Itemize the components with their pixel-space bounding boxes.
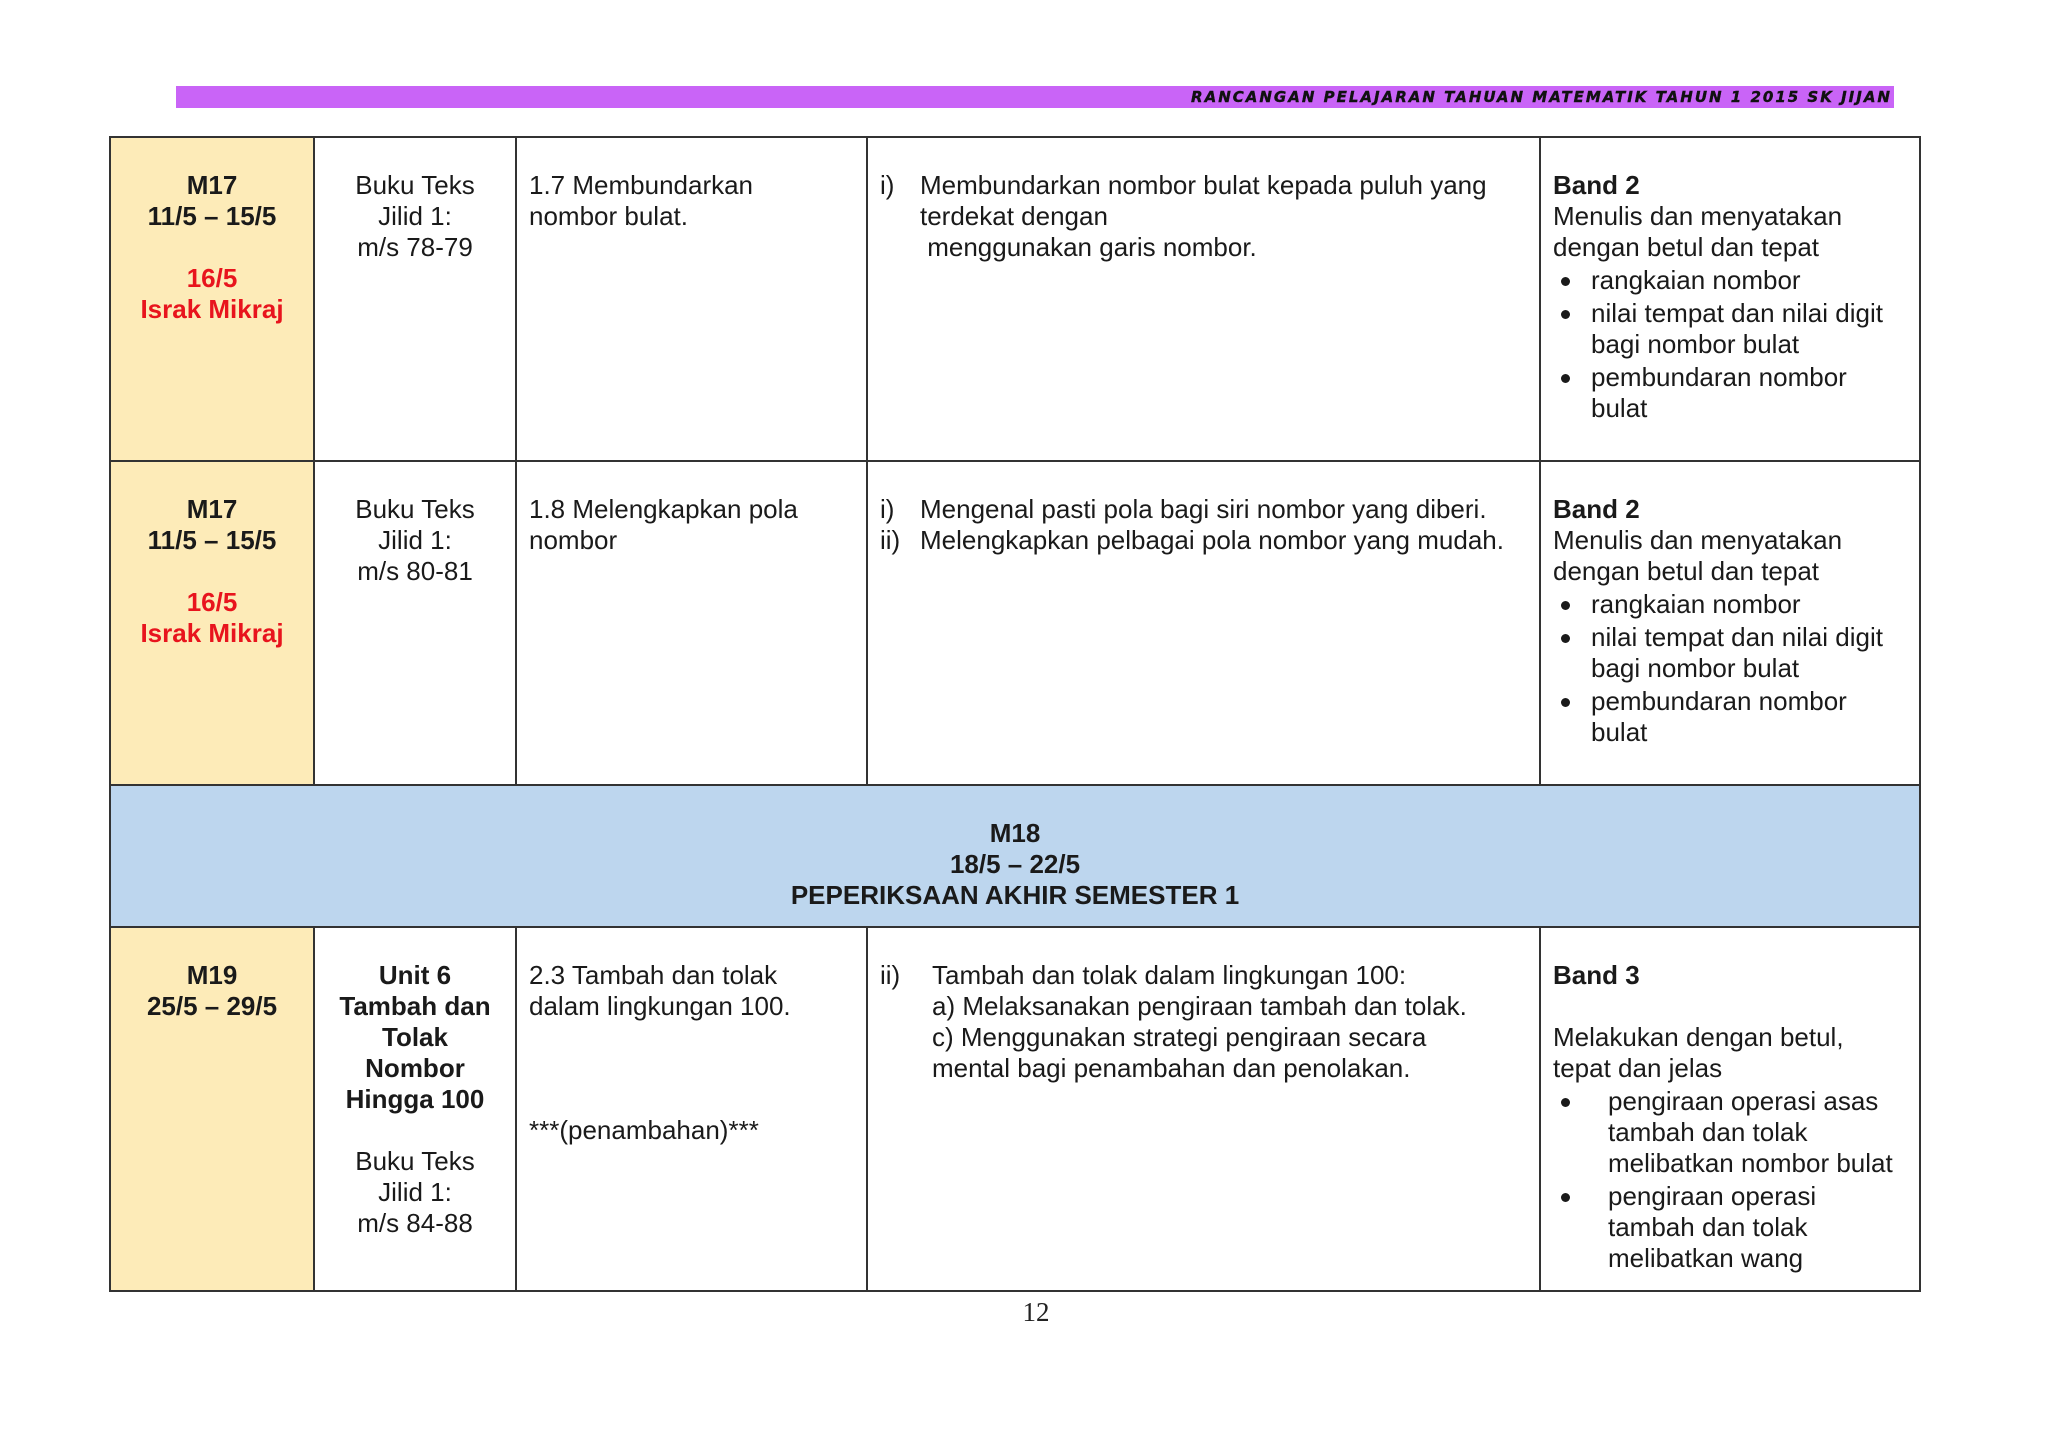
week-dates: 25/5 – 29/5 xyxy=(146,991,278,1021)
band-item: pengiraan operasi tambah dan tolak melibatkan wang xyxy=(1553,1181,1907,1274)
standard-cell xyxy=(516,137,867,461)
objective-number: ii) xyxy=(880,960,901,990)
resource-cell xyxy=(314,137,516,461)
standard-cell xyxy=(516,927,867,1291)
objective-line: c) Menggunakan strategi pengiraan secara xyxy=(932,1022,1427,1052)
resource-line: Buku Teks xyxy=(355,494,475,524)
resource-line: Jilid 1: xyxy=(378,525,452,555)
resource-cell xyxy=(314,461,516,785)
holiday-date: 16/5 xyxy=(186,587,238,617)
objective-line: terdekat dengan xyxy=(920,201,1108,231)
header-title: RANCANGAN PELAJARAN TAHUAN MATEMATIK TAHUN 1 2015 SK JIJAN xyxy=(1191,88,1892,106)
band-desc: tepat dan jelas xyxy=(1553,1053,1723,1083)
band-list xyxy=(1553,1086,1907,1274)
objective-item xyxy=(880,525,1527,556)
band-list xyxy=(1553,589,1907,748)
exam-title: PEPERIKSAAN AKHIR SEMESTER 1 xyxy=(790,880,1240,910)
exam-dates: 18/5 – 22/5 xyxy=(949,849,1081,879)
objective-cell xyxy=(867,927,1540,1291)
band-desc: dengan betul dan tepat xyxy=(1553,232,1820,262)
unit-line: Nombor xyxy=(365,1053,465,1083)
objective-line: Melengkapkan pelbagai pola nombor yang mudah. xyxy=(920,525,1504,555)
standard-line: nombor xyxy=(529,525,618,555)
band-item: nilai tempat dan nilai digit bagi nombor bulat xyxy=(1553,622,1907,684)
objective-line: Membundarkan nombor bulat kepada puluh yang xyxy=(920,170,1487,200)
objective-number: ii) xyxy=(880,525,901,555)
objective-line: menggunakan garis nombor. xyxy=(920,232,1257,262)
table-row xyxy=(110,137,1920,461)
band-cell xyxy=(1540,461,1920,785)
page-number: 12 xyxy=(1022,1297,1050,1327)
unit-line: Tambah dan xyxy=(339,991,491,1021)
band-item: pembundaran nombor bulat xyxy=(1553,686,1907,748)
resource-line: Buku Teks xyxy=(355,170,475,200)
resource-line: Jilid 1: xyxy=(378,201,452,231)
objective-line: Tambah dan tolak dalam lingkungan 100: xyxy=(932,960,1407,990)
holiday-name: Israk Mikraj xyxy=(140,294,284,324)
resource-line: m/s 80-81 xyxy=(357,556,473,586)
band-item: rangkaian nombor xyxy=(1553,589,1907,620)
objective-line: a) Melaksanakan pengiraan tambah dan tolak. xyxy=(932,991,1467,1021)
week-dates: 11/5 – 15/5 xyxy=(147,201,277,231)
band-title: Band 3 xyxy=(1553,960,1640,990)
exam-week: M18 xyxy=(989,818,1041,848)
exam-cell xyxy=(110,785,1920,927)
unit-line: Tolak xyxy=(382,1022,448,1052)
week-cell xyxy=(110,137,314,461)
unit-line: Hingga 100 xyxy=(345,1084,485,1114)
objective-number: i) xyxy=(880,494,895,524)
week-cell xyxy=(110,461,314,785)
header-bar xyxy=(176,86,1894,108)
lesson-plan-table xyxy=(109,136,1921,1292)
resource-line: Buku Teks xyxy=(355,1146,475,1176)
band-item: nilai tempat dan nilai digit bagi nombor bulat xyxy=(1553,298,1907,360)
objective-cell xyxy=(867,137,1540,461)
standard-line: 1.8 Melengkapkan pola xyxy=(529,494,798,524)
band-title: Band 2 xyxy=(1553,170,1640,200)
band-cell xyxy=(1540,927,1920,1291)
holiday-name: Israk Mikraj xyxy=(140,618,284,648)
band-desc: Melakukan dengan betul, xyxy=(1553,1022,1844,1052)
band-desc: Menulis dan menyatakan xyxy=(1553,201,1843,231)
resource-line: Jilid 1: xyxy=(378,1177,452,1207)
objective-item xyxy=(880,960,1527,1084)
unit-line: Unit 6 xyxy=(378,960,452,990)
resource-line: m/s 84-88 xyxy=(357,1208,473,1238)
objective-cell xyxy=(867,461,1540,785)
band-desc: Menulis dan menyatakan xyxy=(1553,525,1843,555)
week-label: M17 xyxy=(186,170,238,200)
table-row xyxy=(110,927,1920,1291)
standard-line: dalam lingkungan 100. xyxy=(529,991,791,1021)
standard-note: ***(penambahan)*** xyxy=(529,1115,759,1145)
objective-item xyxy=(880,494,1527,525)
standard-line: 1.7 Membundarkan xyxy=(529,170,754,200)
objective-line: Mengenal pasti pola bagi siri nombor yang diberi. xyxy=(920,494,1487,524)
band-title: Band 2 xyxy=(1553,494,1640,524)
exam-row xyxy=(110,785,1920,927)
week-dates: 11/5 – 15/5 xyxy=(147,525,277,555)
resource-cell xyxy=(314,927,516,1291)
objective-number: i) xyxy=(880,170,895,200)
week-cell xyxy=(110,927,314,1291)
objective-line: mental bagi penambahan dan penolakan. xyxy=(932,1053,1411,1083)
band-item: rangkaian nombor xyxy=(1553,265,1907,296)
week-label: M19 xyxy=(186,960,238,990)
band-item: pengiraan operasi asas tambah dan tolak melibatkan nombor bulat xyxy=(1553,1086,1907,1179)
holiday-date: 16/5 xyxy=(186,263,238,293)
band-cell xyxy=(1540,137,1920,461)
band-list xyxy=(1553,265,1907,424)
standard-line: nombor bulat. xyxy=(529,201,688,231)
band-item: pembundaran nombor bulat xyxy=(1553,362,1907,424)
band-desc: dengan betul dan tepat xyxy=(1553,556,1820,586)
resource-line: m/s 78-79 xyxy=(357,232,473,262)
standard-line: 2.3 Tambah dan tolak xyxy=(529,960,778,990)
week-label: M17 xyxy=(186,494,238,524)
standard-cell xyxy=(516,461,867,785)
table-row xyxy=(110,461,1920,785)
objective-item xyxy=(880,170,1527,263)
